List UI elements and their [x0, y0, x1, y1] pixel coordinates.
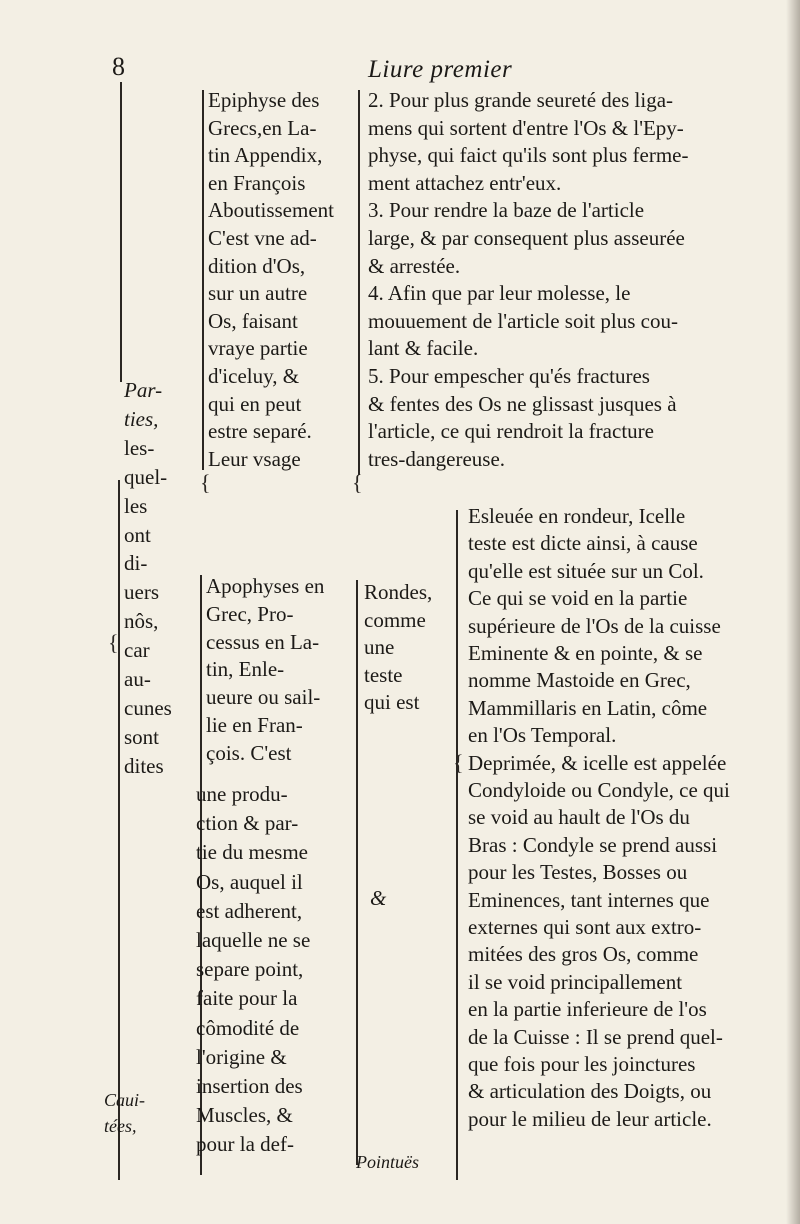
- column-b-line: en François: [208, 170, 306, 195]
- column-e-line: Deprimée, & icelle est appelée: [468, 750, 727, 775]
- column-e-line: mitées des gros Os, comme: [468, 942, 699, 967]
- column-c-line: mens qui sortent d'entre l'Os & l'Epy-: [368, 115, 684, 140]
- column-d-line: qui est: [364, 690, 420, 715]
- rule: [358, 90, 360, 475]
- margin-word: Caui-: [104, 1090, 146, 1110]
- column-b-line: vraye partie: [208, 336, 308, 361]
- column-b-line: ction & par-: [196, 811, 299, 836]
- column-c-line: 4. Afin que par leur molesse, le: [368, 281, 631, 306]
- column-e-line: Esleuée en rondeur, Icelle: [468, 504, 686, 528]
- margin-word: uers: [124, 580, 159, 605]
- column-e-line: Mammillaris en Latin, côme: [468, 695, 708, 720]
- column-b-line: Epiphyse des: [208, 88, 320, 112]
- brace-symbol: {: [453, 750, 464, 775]
- rule: [202, 90, 204, 470]
- column-b-line: Os, faisant: [208, 308, 298, 333]
- column-e-line: en la partie inferieure de l'os: [468, 997, 707, 1022]
- column-b-line: Os, auquel il: [196, 869, 303, 894]
- column-b-line: l'origine &: [196, 1044, 287, 1069]
- column-b-line: tie du mesme: [196, 840, 308, 865]
- brace-symbol: {: [200, 470, 211, 495]
- column-e-line: se void au hault de l'Os du: [468, 805, 690, 830]
- column-e-line: Ce qui se void en la partie: [468, 586, 688, 611]
- column-b-line: qui en peut: [208, 391, 302, 416]
- column-c-line: l'article, ce qui rendroit la fracture: [368, 419, 654, 444]
- margin-word: ont: [124, 522, 151, 547]
- column-b-line: d'iceluy, &: [208, 364, 300, 388]
- column-c-line: lant & facile.: [368, 336, 479, 361]
- column-b-line: est adherent,: [196, 898, 303, 923]
- column-e-line: il se void principallement: [468, 969, 683, 994]
- column-b-line: çois. C'est: [206, 740, 292, 765]
- brace-symbol: {: [108, 630, 119, 655]
- column-d-bottom-label: Pointuës: [356, 1152, 419, 1172]
- column-b-line: laquelle ne se: [196, 928, 311, 952]
- column-b-line: lie en Fran-: [206, 713, 303, 737]
- column-b-line: C'est vne ad-: [208, 226, 317, 250]
- margin-word: sont: [124, 724, 160, 749]
- margin-word: cunes: [124, 695, 172, 720]
- page-edge-shadow: [786, 0, 800, 1224]
- column-b-line: dition d'Os,: [208, 253, 306, 278]
- rule: [356, 580, 358, 1165]
- margin-word: ties,: [124, 406, 159, 431]
- column-e-line: externes qui sont aux extro-: [468, 915, 702, 939]
- column-b-line: separe point,: [196, 957, 304, 982]
- column-e-line: Eminences, tant internes que: [468, 887, 710, 912]
- column-b-line: cômodité de: [196, 1015, 300, 1040]
- rule: [456, 510, 458, 1180]
- column-b-line: insertion des: [196, 1074, 303, 1098]
- rule: [118, 480, 120, 1180]
- column-c-line: tres-dangereuse.: [368, 446, 506, 471]
- column-c-line: & arrestée.: [368, 253, 461, 278]
- column-d-line: teste: [364, 662, 403, 687]
- margin-word: les: [124, 493, 148, 518]
- margin-word: Par-: [124, 378, 163, 402]
- margin-word: les-: [124, 435, 155, 460]
- margin-word: quel-: [124, 464, 168, 489]
- column-b-line: Apophyses en: [206, 574, 325, 598]
- column-e-line: pour les Testes, Bosses ou: [468, 860, 688, 885]
- column-b-line: Aboutissement: [208, 198, 334, 223]
- column-e-line: que fois pour les joinctures: [468, 1052, 696, 1076]
- column-b-line: cessus en La-: [206, 629, 320, 654]
- column-b-line: Grec, Pro-: [206, 601, 294, 626]
- column-b-line: faite pour la: [196, 986, 298, 1011]
- column-b-line: une produ-: [196, 782, 288, 806]
- column-e-line: Bras : Condyle se prend aussi: [468, 832, 718, 857]
- running-head: Liure premier: [368, 56, 513, 83]
- margin-word: dites: [124, 753, 164, 778]
- column-e-line: teste est dicte ainsi, à cause: [468, 531, 698, 556]
- margin-word: car: [124, 638, 150, 663]
- column-e-line: en l'Os Temporal.: [468, 723, 617, 748]
- margin-word: nôs,: [124, 609, 159, 634]
- column-c-line: 5. Pour empescher qu'és fractures: [368, 364, 650, 388]
- column-e-line: Condyloide ou Condyle, ce qui: [468, 778, 730, 802]
- column-b-line: pour la def-: [196, 1132, 294, 1157]
- column-c-line: physe, qui faict qu'ils sont plus ferme-: [368, 143, 689, 168]
- page-number: 8: [112, 52, 125, 81]
- column-e-line: qu'elle est située sur un Col.: [468, 558, 704, 583]
- column-e-line: de la Cuisse : Il se prend quel-: [468, 1024, 723, 1049]
- column-b-line: tin Appendix,: [208, 143, 323, 168]
- column-e-line: supérieure de l'Os de la cuisse: [468, 613, 721, 638]
- brace-symbol: {: [352, 470, 363, 495]
- column-d-line: Rondes,: [364, 580, 433, 604]
- column-e-line: nomme Mastoide en Grec,: [468, 668, 691, 693]
- column-e-line: pour le milieu de leur article.: [468, 1106, 712, 1131]
- column-c-line: ment attachez entr'eux.: [368, 170, 562, 195]
- column-d-line: une: [364, 635, 395, 660]
- margin-word: au-: [124, 667, 151, 691]
- column-c-line: mouuement de l'article soit plus cou-: [368, 308, 678, 333]
- column-b-line: estre separé.: [208, 419, 312, 444]
- column-b-line: ueure ou sail-: [206, 685, 321, 710]
- column-c-line: 2. Pour plus grande seureté des liga-: [368, 88, 674, 112]
- margin-word: tées,: [104, 1116, 137, 1136]
- column-b-line: Grecs,en La-: [208, 115, 317, 140]
- column-b-line: tin, Enle-: [206, 657, 285, 682]
- rule: [120, 82, 122, 382]
- column-c-line: & fentes des Os ne glissast jusques à: [368, 391, 677, 416]
- column-b-line: sur un autre: [208, 281, 308, 306]
- margin-word: di-: [124, 551, 148, 576]
- column-e-line: Eminente & en pointe, & se: [468, 641, 703, 665]
- column-e-line: & articulation des Doigts, ou: [468, 1079, 712, 1104]
- column-c-line: large, & par consequent plus asseurée: [368, 226, 685, 250]
- column-c-line: 3. Pour rendre la baze de l'article: [368, 198, 645, 223]
- ampersand: &: [370, 886, 387, 910]
- column-b-line: Muscles, &: [196, 1103, 293, 1128]
- column-b-line: Leur vsage: [208, 446, 301, 471]
- column-d-line: comme: [364, 607, 426, 632]
